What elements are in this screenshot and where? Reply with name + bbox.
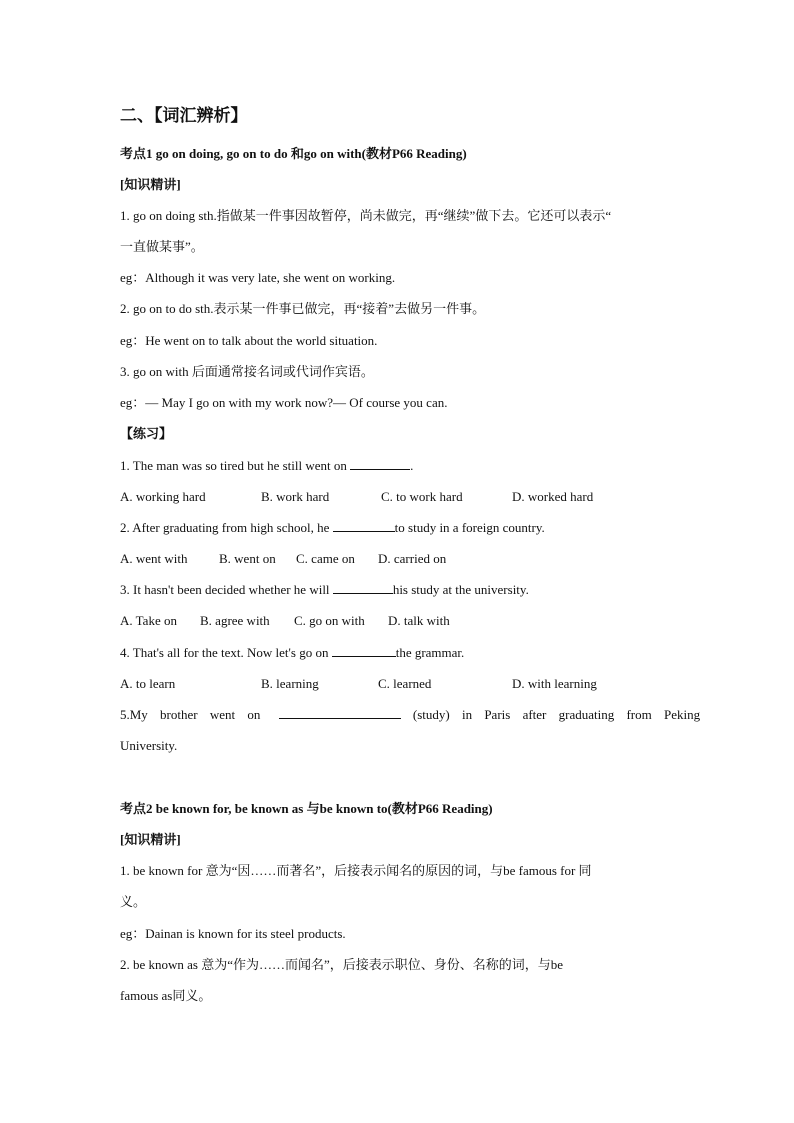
point1-rule1-line2: 一直做某事”。 — [120, 239, 204, 254]
answer-blank[interactable] — [279, 706, 401, 719]
option-c[interactable]: C. came on — [296, 551, 355, 566]
question-4 — [120, 644, 464, 662]
point1-rule2: 2. go on to do sth.表示某一件事已做完，再“接着”去做另一件事。 — [120, 301, 486, 316]
option-d[interactable]: D. with learning — [512, 676, 597, 691]
point2-rule1-line1: 1. be known for 意为“因……而著名”，后接表示闻名的原因的词，与be famous for 同 — [120, 863, 592, 878]
point1-rule3: 3. go on with 后面通常接名词或代词作宾语。 — [120, 364, 374, 379]
point2-knowledge-label: [知识精讲] — [120, 832, 181, 847]
answer-blank[interactable] — [332, 644, 396, 657]
point2-rule2-line1: 2. be known as 意为“作为……而闻名”，后接表示职位、身份、名称的词，与be — [120, 957, 564, 972]
question-4-end: the grammar. — [395, 645, 465, 660]
option-b[interactable]: B. agree with — [200, 613, 270, 628]
question-3-end: his study at the university. — [392, 582, 529, 597]
point2-example1: eg：Dainan is known for its steel products. — [120, 926, 346, 941]
question-3-stem: 3. It hasn't been decided whether he will — [120, 582, 333, 597]
option-a[interactable]: A. Take on — [120, 613, 177, 628]
option-c[interactable]: C. go on with — [294, 613, 365, 628]
option-c[interactable]: C. learned — [378, 676, 432, 691]
question-2 — [120, 519, 545, 537]
point1-example3: eg：— May I go on with my work now?— Of course you can. — [120, 395, 448, 410]
option-b[interactable]: B. learning — [261, 676, 319, 691]
point1-heading: 考点1 go on doing, go on to do 和go on with(教材P66 Reading) — [120, 146, 467, 161]
option-a[interactable]: A. working hard — [120, 489, 206, 504]
question-1-end: . — [410, 458, 414, 473]
question-3 — [120, 581, 529, 599]
option-a[interactable]: A. to learn — [120, 676, 176, 691]
point2-rule2-line2: famous as同义。 — [120, 988, 212, 1003]
question-2-stem: 2. After graduating from high school, he — [120, 520, 333, 535]
point2-rule1-line2: 义。 — [120, 894, 147, 909]
answer-blank[interactable] — [350, 457, 410, 470]
point1-rule1-line1: 1. go on doing sth.指做某一件事因故暂停，尚未做完，再“继续”做下去。它还可以表示“ — [120, 208, 612, 223]
question-5-end: (study) in Paris after graduating from Peking — [400, 707, 701, 722]
question-5-stem: 5.My brother went on — [120, 707, 273, 722]
point1-example2: eg：He went on to talk about the world situation. — [120, 333, 378, 348]
section-title: 二、【词汇辨析】 — [120, 106, 248, 125]
option-b[interactable]: B. work hard — [261, 489, 330, 504]
option-a[interactable]: A. went with — [120, 551, 188, 566]
option-c[interactable]: C. to work hard — [381, 489, 463, 504]
question-5-continued: University. — [120, 738, 178, 753]
question-5 — [120, 706, 701, 724]
question-1 — [120, 457, 413, 475]
point1-knowledge-label: [知识精讲] — [120, 177, 181, 192]
question-1-stem: 1. The man was so tired but he still went on — [120, 458, 351, 473]
option-d[interactable]: D. talk with — [388, 613, 450, 628]
question-4-stem: 4. That's all for the text. Now let's go on — [120, 645, 332, 660]
option-d[interactable]: D. carried on — [378, 551, 447, 566]
answer-blank[interactable] — [333, 519, 395, 532]
question-2-end: to study in a foreign country. — [394, 520, 545, 535]
option-b[interactable]: B. went on — [219, 551, 276, 566]
point2-heading: 考点2 be known for, be known as 与be known to(教材P66 Reading) — [120, 801, 493, 816]
practice-label: 【练习】 — [120, 426, 173, 441]
point1-example1: eg：Although it was very late, she went on working. — [120, 270, 396, 285]
option-d[interactable]: D. worked hard — [512, 489, 594, 504]
answer-blank[interactable] — [333, 581, 393, 594]
